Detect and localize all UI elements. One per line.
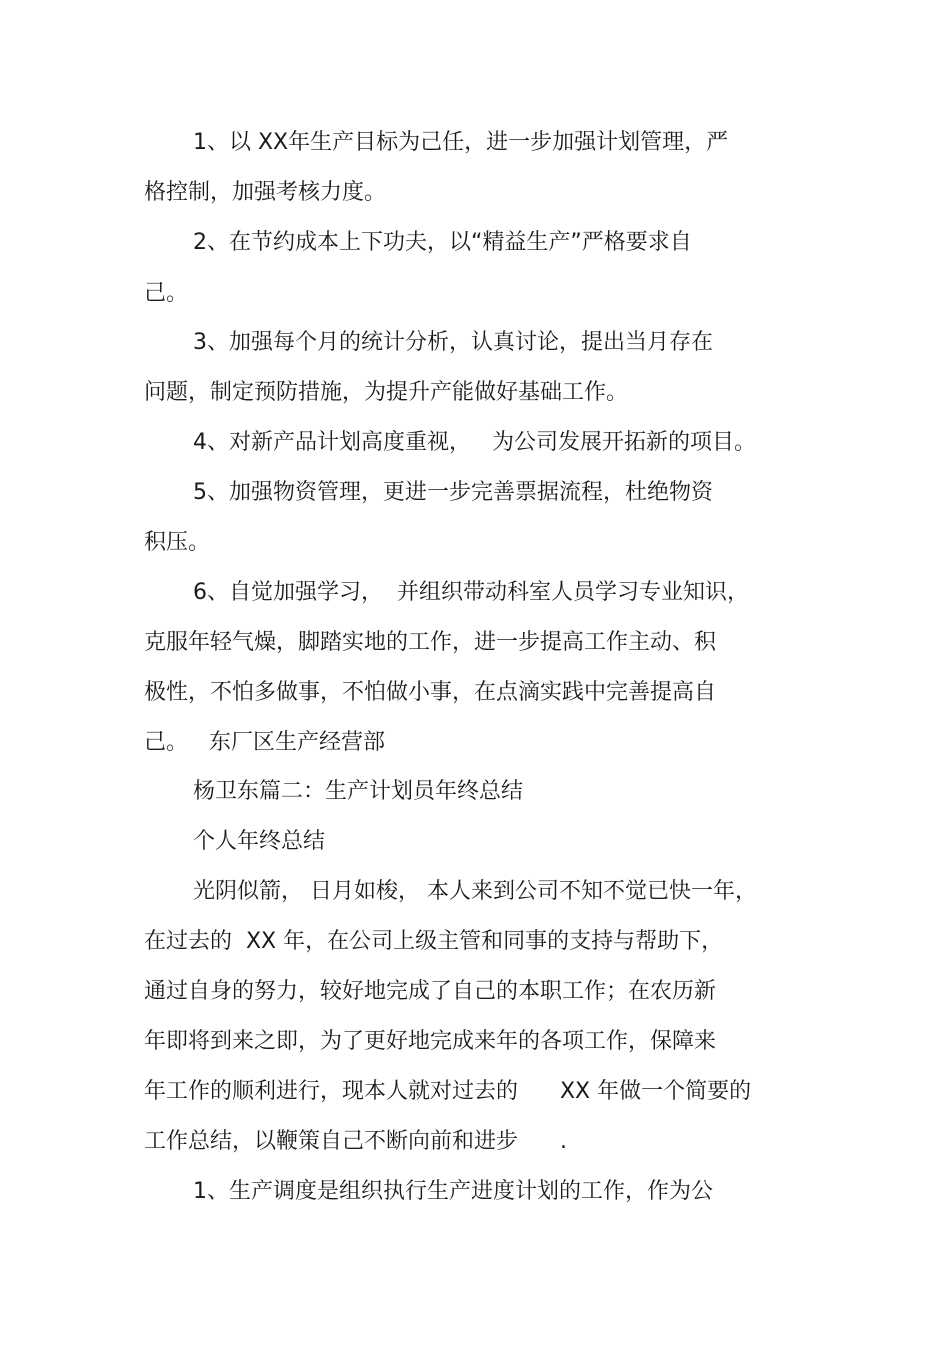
text-line: 6、自觉加强学习， 并组织带动科室人员学习专业知识， bbox=[193, 580, 749, 605]
text-line: 光阴似箭， 日月如梭， 本人来到公司不知不觉已快一年， bbox=[193, 879, 757, 904]
text-line: 3、加强每个月的统计分析，认真讨论，提出当月存在 bbox=[193, 330, 713, 355]
text-line: 年即将到来之即，为了更好地完成来年的各项工作，保障来 bbox=[144, 1029, 717, 1054]
text-line: 1、以 XX年生产目标为己任，进一步加强计划管理，严 bbox=[193, 130, 729, 155]
text-line: 格控制，加强考核力度。 bbox=[144, 180, 387, 205]
section-subheading: 个人年终总结 bbox=[193, 829, 326, 854]
text-line: 通过自身的努力，较好地完成了自己的本职工作；在农历新 bbox=[144, 979, 717, 1004]
text-line: 4、对新产品计划高度重视， 为公司发展开拓新的项目。 bbox=[193, 430, 756, 455]
text-line: 2、在节约成本上下功夫，以“精益生产”严格要求自 bbox=[193, 230, 692, 255]
text-line: 5、加强物资管理，更进一步完善票据流程，杜绝物资 bbox=[193, 480, 713, 505]
text-line: 积压。 bbox=[144, 530, 211, 555]
section-heading: 杨卫东篇二：生产计划员年终总结 bbox=[193, 779, 524, 804]
text-line: 在过去的 XX 年，在公司上级主管和同事的支持与帮助下， bbox=[144, 929, 724, 954]
text-line: 克服年轻气燥，脚踏实地的工作，进一步提高工作主动、积 bbox=[144, 630, 717, 655]
text-line: 己。 bbox=[144, 281, 189, 306]
text-line: 工作总结，以鞭策自己不断向前和进步 . bbox=[144, 1129, 567, 1154]
text-line: 问题，制定预防措施，为提升产能做好基础工作。 bbox=[144, 380, 629, 405]
text-line: 1、生产调度是组织执行生产进度计划的工作，作为公 bbox=[193, 1179, 713, 1204]
text-line: 极性，不怕多做事，不怕做小事，在点滴实践中完善提高自 bbox=[144, 680, 717, 705]
text-line: 年工作的顺利进行，现本人就对过去的 XX 年做一个简要的 bbox=[144, 1079, 752, 1104]
text-line: 己。 东厂区生产经营部 bbox=[144, 730, 385, 755]
